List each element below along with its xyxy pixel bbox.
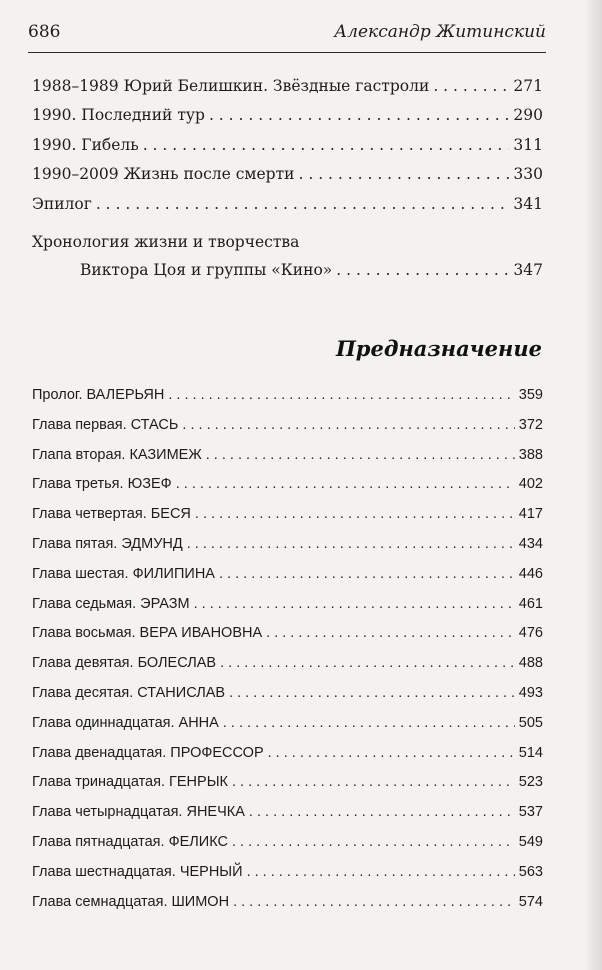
toc-entry: [32, 828, 543, 858]
toc-entry: [32, 381, 543, 411]
toc-entry-title: 1990. Гибель: [32, 135, 139, 154]
leader-dots: [223, 709, 515, 739]
toc-entry-page: 446: [518, 565, 543, 582]
leader-dots: [249, 798, 515, 828]
toc-entry-title: Глава девятая. БОЛЕСЛАВ: [32, 655, 217, 672]
leader-dots: [219, 560, 515, 590]
toc-entry-page: 488: [518, 655, 543, 672]
toc-entry: [32, 649, 543, 679]
toc-entry-page: 311: [513, 135, 543, 154]
leader-dots: [182, 411, 514, 441]
section-title: Предназначение: [335, 336, 542, 361]
leader-dots: [336, 256, 509, 286]
toc-entry: [32, 470, 543, 500]
leader-dots: [209, 101, 509, 130]
toc-entry-title: Глава шестнадцатая. ЧЕРНЫЙ: [32, 863, 243, 880]
toc-entry-title: 1988–1989 Юрий Белишкин. Звёздные гастроли: [32, 77, 430, 95]
leader-dots: [232, 768, 515, 798]
toc-entry-page: 505: [518, 714, 543, 731]
leader-dots: [247, 858, 515, 888]
leader-dots: [233, 888, 515, 918]
page-number: 686: [28, 22, 61, 42]
toc-entry: [32, 131, 543, 160]
toc-entry-page: 549: [518, 833, 543, 850]
toc-entry-page: 434: [518, 535, 543, 552]
leader-dots: [229, 679, 515, 709]
leader-dots: [187, 530, 515, 560]
toc-entry: [32, 768, 543, 798]
toc-entry: [32, 190, 543, 219]
toc-entry: [32, 101, 543, 130]
header-rule: [28, 52, 546, 53]
toc-list-part-2: [32, 381, 543, 917]
chronology-title-line-2: Виктора Цоя и группы «Кино»: [80, 261, 333, 279]
leader-dots: [266, 619, 515, 649]
toc-entry-title: Глапа вторая. КАЗИМЕЖ: [32, 446, 202, 463]
toc-entry-page: 388: [518, 446, 543, 463]
toc-entry-title: 1990–2009 Жизнь после смерти: [32, 165, 295, 184]
toc-entry: [32, 160, 543, 189]
toc-entry-title: Глава одиннадцатая. АННА: [32, 714, 219, 731]
chronology-page: 347: [513, 261, 543, 279]
toc-entry-title: Эпилог: [32, 194, 92, 213]
toc-entry-page: 402: [518, 476, 543, 493]
page-edge-shadow: [584, 0, 602, 970]
leader-dots: [195, 500, 515, 530]
toc-entry-page: 493: [518, 684, 543, 701]
toc-entry-page: 341: [513, 194, 543, 213]
toc-entry: [32, 709, 543, 739]
toc-entry-title: Глава четырнадцатая. ЯНЕЧКА: [32, 804, 245, 821]
toc-entry: [32, 739, 543, 769]
toc-entry-title: Глава двенадцатая. ПРОФЕССОР: [32, 744, 264, 761]
running-header-author: Александр Житинский: [334, 22, 546, 42]
toc-entry-page: 330: [513, 165, 543, 184]
toc-entry: [32, 72, 543, 101]
toc-entry: [32, 411, 543, 441]
chronology-title-line-2-row: [32, 256, 543, 286]
toc-entry-chronology: [32, 228, 543, 286]
toc-entry-page: 461: [518, 595, 543, 612]
toc-entry-page: 563: [518, 863, 543, 880]
toc-entry-page: 476: [518, 625, 543, 642]
toc-entry: [32, 798, 543, 828]
toc-entry-title: Глава десятая. СТАНИСЛАВ: [32, 684, 226, 701]
toc-entry-title: Глава тринадцатая. ГЕНРЫК: [32, 774, 228, 791]
leader-dots: [220, 649, 515, 679]
toc-entry-page: 359: [518, 387, 543, 403]
toc-entry: [32, 679, 543, 709]
leader-dots: [143, 131, 510, 160]
leader-dots: [206, 441, 515, 471]
toc-entry: [32, 441, 543, 471]
toc-entry: [32, 500, 543, 530]
leader-dots: [194, 590, 515, 620]
toc-entry-title: Глава восьмая. ВЕРА ИВАНОВНА: [32, 625, 263, 642]
toc-entry-page: 271: [513, 77, 543, 95]
leader-dots: [96, 190, 510, 219]
toc-entry-page: 523: [518, 774, 543, 791]
toc-entry: [32, 590, 543, 620]
leader-dots: [433, 72, 509, 101]
running-header: [28, 22, 546, 42]
toc-entry-title: Глава пятая. ЭДМУНД: [32, 535, 183, 552]
toc-entry-page: 537: [518, 804, 543, 821]
leader-dots: [299, 160, 510, 189]
toc-entry-page: 372: [518, 416, 543, 433]
toc-entry: [32, 888, 543, 918]
toc-entry-title: Глава пятнадцатая. ФЕЛИКС: [32, 833, 228, 850]
toc-entry-title: 1990. Последний тур: [32, 106, 205, 125]
toc-entry-title: Глава семнадцатая. ШИМОН: [32, 893, 230, 910]
toc-entry-page: 417: [518, 506, 543, 523]
toc-entry-page: 574: [518, 893, 543, 910]
toc-entry-page: 514: [518, 744, 543, 761]
toc-entry: [32, 530, 543, 560]
toc-entry: [32, 560, 543, 590]
leader-dots: [168, 381, 514, 411]
toc-entry-title: Глава третья. ЮЗЕФ: [32, 476, 172, 493]
toc-entry-title: Глава четвертая. БЕСЯ: [32, 506, 191, 523]
chronology-title-line-1: Хронология жизни и творчества: [32, 233, 300, 251]
toc-entry-title: Пролог. ВАЛЕРЬЯН: [32, 387, 165, 403]
toc-entry: [32, 858, 543, 888]
leader-dots: [268, 739, 515, 769]
leader-dots: [232, 828, 515, 858]
toc-entry-title: Глава седьмая. ЭРАЗМ: [32, 595, 190, 612]
leader-dots: [176, 470, 515, 500]
toc-entry-title: Глава первая. СТАСЬ: [32, 416, 179, 433]
toc-entry: [32, 619, 543, 649]
toc-entry-page: 290: [513, 106, 543, 125]
toc-entry-title: Глава шестая. ФИЛИПИНА: [32, 565, 215, 582]
toc-list-part-1: [32, 72, 543, 219]
